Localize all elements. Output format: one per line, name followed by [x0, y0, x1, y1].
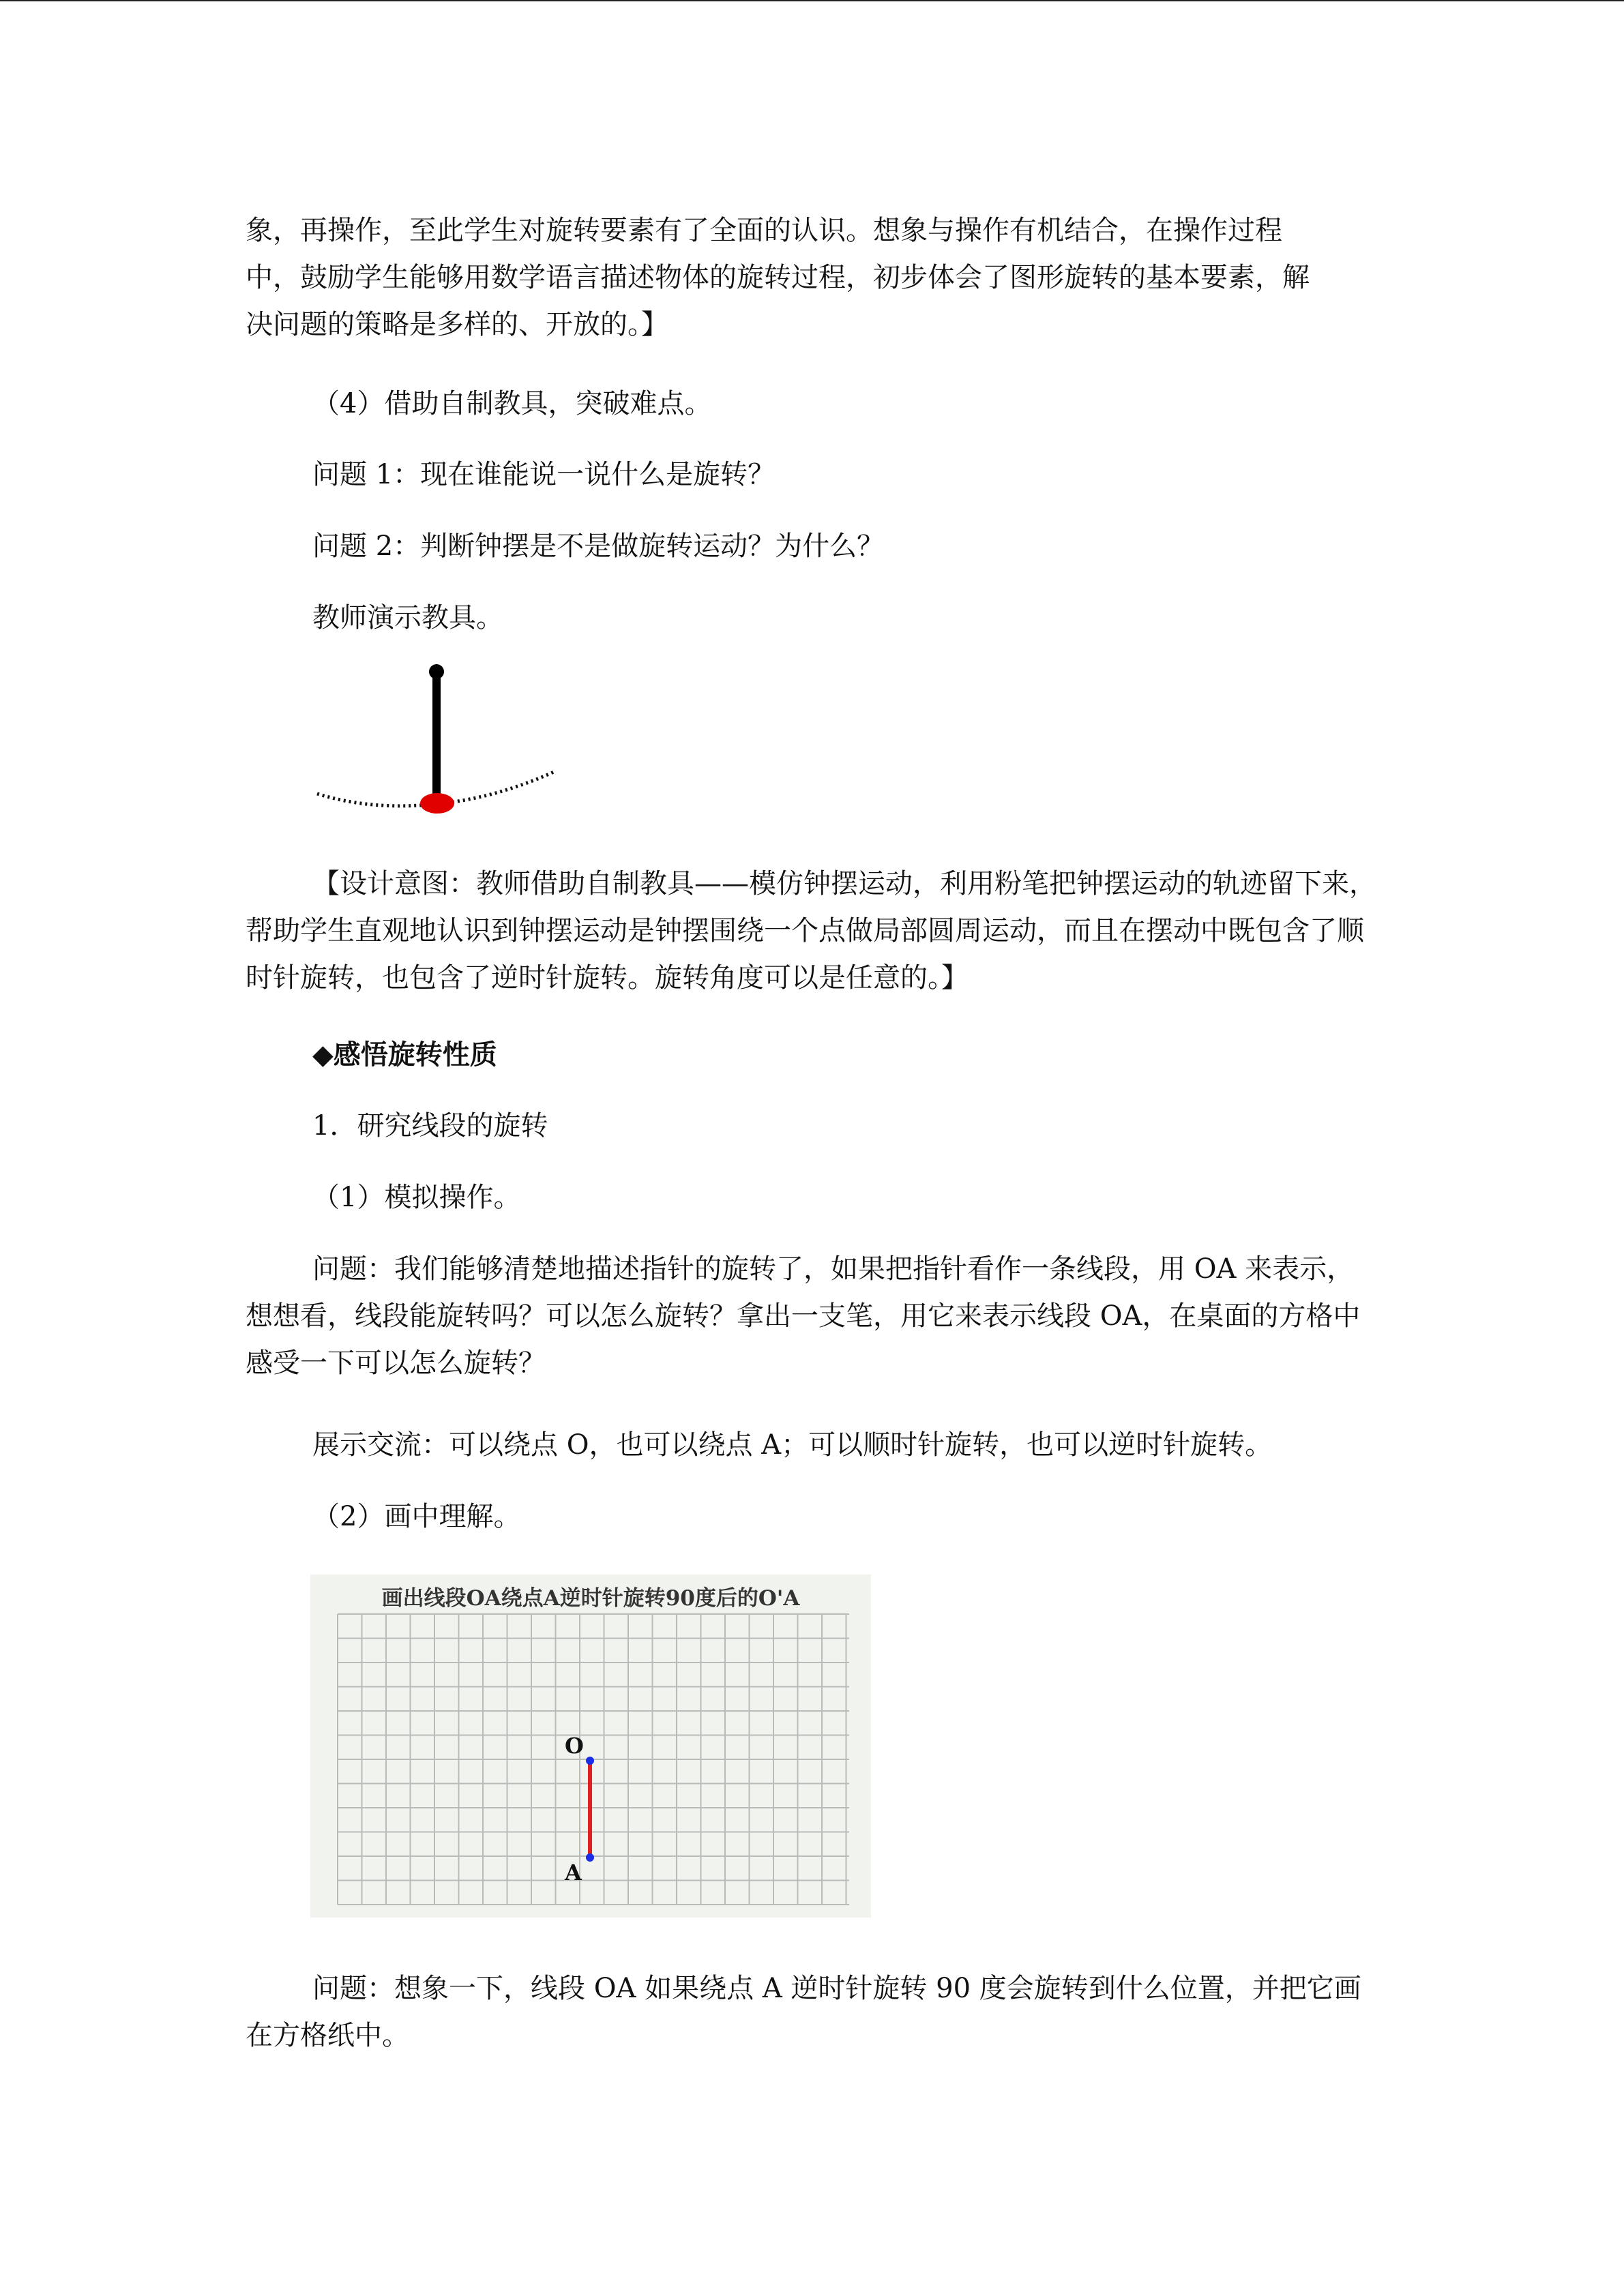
grid-title: 画出线段OA绕点A逆时针旋转90度后的O'A: [381, 1586, 800, 1611]
paragraph-3: 问题 1：现在谁能说一说什么是旋转？: [312, 459, 776, 490]
paragraph-12: （2）画中理解。: [312, 1501, 521, 1532]
paragraph-10: 问题：我们能够清楚地描述指针的旋转了，如果把指针看作一条线段，用 OA 来表示，想想看，线段能旋转吗？可以怎么旋转？拿出一支笔，用它来表示线段 OA，在桌面的方格中感受一下可以怎么旋转？: [246, 1253, 1361, 1379]
point-o-label: O: [565, 1733, 584, 1759]
paragraph-11: 展示交流：可以绕点 O，也可以绕点 A；可以顺时针旋转，也可以逆时针旋转。: [312, 1429, 1273, 1461]
paragraph-9: （1）模拟操作。: [312, 1182, 521, 1213]
paragraph-8: 1．研究线段的旋转: [312, 1110, 548, 1142]
point-a-label: A: [565, 1860, 582, 1885]
section-heading: ◆感悟旋转性质: [312, 1039, 497, 1071]
paragraph-1: 象，再操作，至此学生对旋转要素有了全面的认识。想象与操作有机结合，在操作过程 中，鼓励学生能够用数学语言描述物体的旋转过程，初步体会了图形旋转的基本要素，解 决问题的策略是多样的、开放的。】: [246, 215, 1310, 340]
pendulum-figure: [310, 659, 563, 823]
paragraph-2: （4）借助自制教具，突破难点。: [312, 388, 712, 419]
paragraph-13: 问题：想象一下，线段 OA 如果绕点 A 逆时针旋转 90 度会旋转到什么位置，并把它画在方格纸中。: [246, 1973, 1361, 2051]
paragraph-design-intent: 【设计意图：教师借助自制教具——模仿钟摆运动，利用粉笔把钟摆运动的轨迹留下来，帮助学生直观地认识到钟摆运动是钟摆围绕一个点做局部圆周运动，而且在摆动中既包含了顺时针旋转，也包含了逆时针旋转。旋转角度可以是任意的。】: [246, 868, 1376, 994]
paragraph-5: 教师演示教具。: [312, 602, 503, 633]
pendulum-pivot: [429, 664, 444, 679]
point-o: [586, 1757, 594, 1765]
pendulum-bob: [420, 793, 454, 814]
grid-figure: [310, 1575, 871, 1918]
paragraph-4: 问题 2：判断钟摆是不是做旋转运动？为什么？: [312, 531, 885, 562]
point-a: [586, 1853, 594, 1862]
pendulum-rod: [432, 673, 441, 799]
grid-background: [310, 1575, 871, 1918]
